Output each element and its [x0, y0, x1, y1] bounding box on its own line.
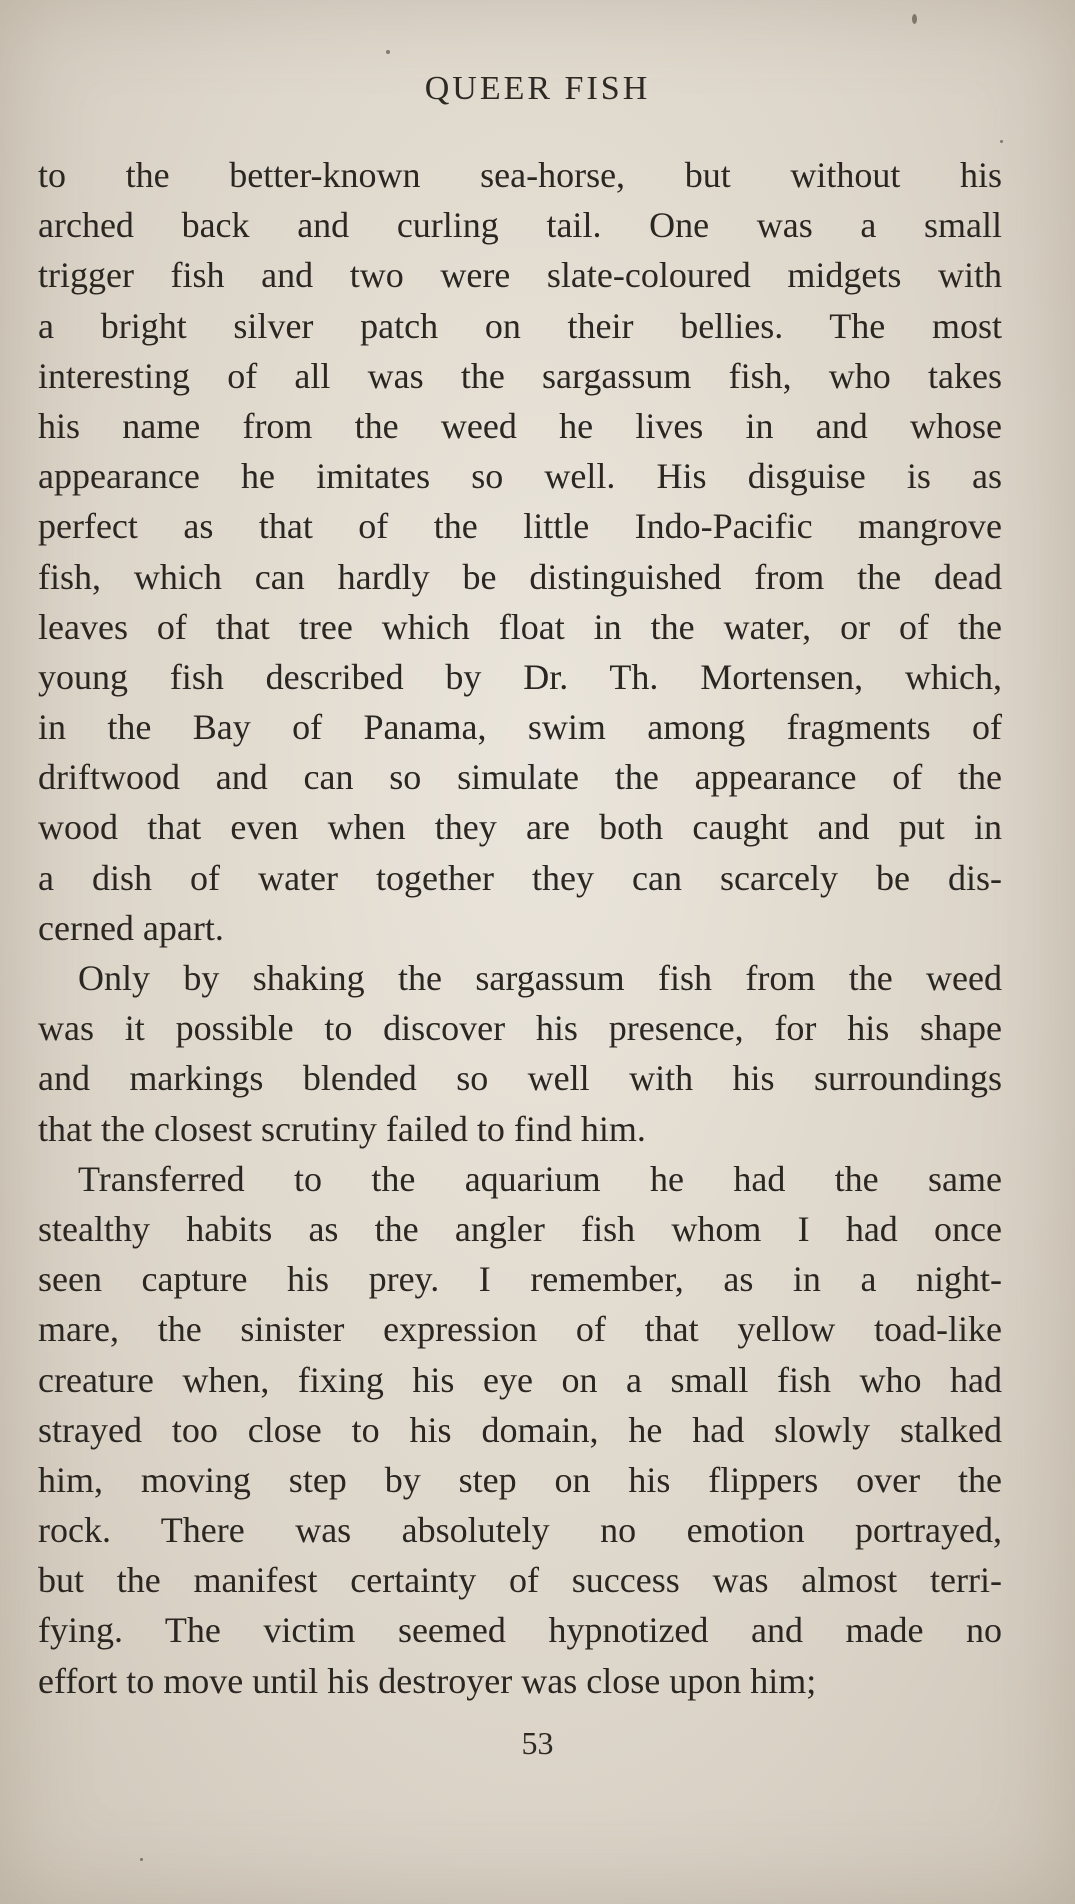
text-line: trigger fish and two were slate-coloured midgets with [38, 255, 1002, 296]
paper-speck [386, 50, 390, 54]
text-line: rock. There was absolutely no emotion portrayed, [38, 1510, 1002, 1551]
text-line: him, moving step by step on his flippers over the [38, 1459, 1002, 1500]
paragraph [38, 953, 1002, 1154]
text-line: appearance he imitates so well. His disguise is as [38, 456, 1002, 497]
text-line: that the closest scrutiny failed to find him. [38, 1108, 646, 1149]
text-line: a dish of water together they can scarcely be dis- [38, 857, 1002, 898]
paper-speck [912, 14, 917, 24]
text-line: stealthy habits as the angler fish whom I had once [38, 1208, 1002, 1249]
text-line: fish, which can hardly be distinguished from the dead [38, 556, 1002, 597]
text-line: young fish described by Dr. Th. Mortensen, which, [38, 656, 1002, 697]
text-line: Only by shaking the sargassum fish from the weed [78, 958, 1002, 998]
text-line: interesting of all was the sargassum fish, who takes [38, 355, 1002, 396]
text-line: but the manifest certainty of success was almost terri- [38, 1560, 1002, 1601]
text-line: mare, the sinister expression of that yellow toad-like [38, 1309, 1002, 1350]
text-line: leaves of that tree which float in the water, or of the [38, 606, 1002, 647]
text-line: his name from the weed he lives in and whose [38, 405, 1002, 446]
text-line: and markings blended so well with his surroundings [38, 1058, 1002, 1099]
text-line: Transferred to the aquarium he had the same [78, 1158, 1002, 1199]
text-line: wood that even when they are both caught and put in [38, 807, 1002, 848]
paper-speck [1000, 140, 1003, 143]
text-line: was it possible to discover his presence, for his shape [38, 1008, 1002, 1049]
page-number: 53 [521, 1725, 554, 1761]
text-line: creature when, fixing his eye on a small fish who had [38, 1359, 1002, 1400]
text-line: a bright silver patch on their bellies. The most [38, 305, 1002, 346]
text-line: arched back and curling tail. One was a small [38, 205, 1002, 246]
paragraph [38, 150, 1002, 953]
text-line: seen capture his prey. I remember, as in a night- [38, 1259, 1002, 1300]
body-text [38, 150, 1002, 1706]
text-line: effort to move until his destroyer was close upon him; [38, 1660, 817, 1701]
text-line: to the better-known sea-horse, but without his [38, 155, 1002, 195]
running-head: QUEER FISH [424, 70, 651, 107]
text-line: perfect as that of the little Indo-Pacific mangrove [38, 506, 1002, 547]
paper-speck [140, 1858, 143, 1861]
text-line: cerned apart. [38, 907, 224, 948]
text-line: strayed too close to his domain, he had slowly stalked [38, 1409, 1002, 1450]
text-line: driftwood and can so simulate the appearance of the [38, 757, 1002, 798]
text-line: in the Bay of Panama, swim among fragments of [38, 707, 1002, 748]
paragraph [38, 1154, 1002, 1706]
text-line: fying. The victim seemed hypnotized and made no [38, 1610, 1002, 1651]
